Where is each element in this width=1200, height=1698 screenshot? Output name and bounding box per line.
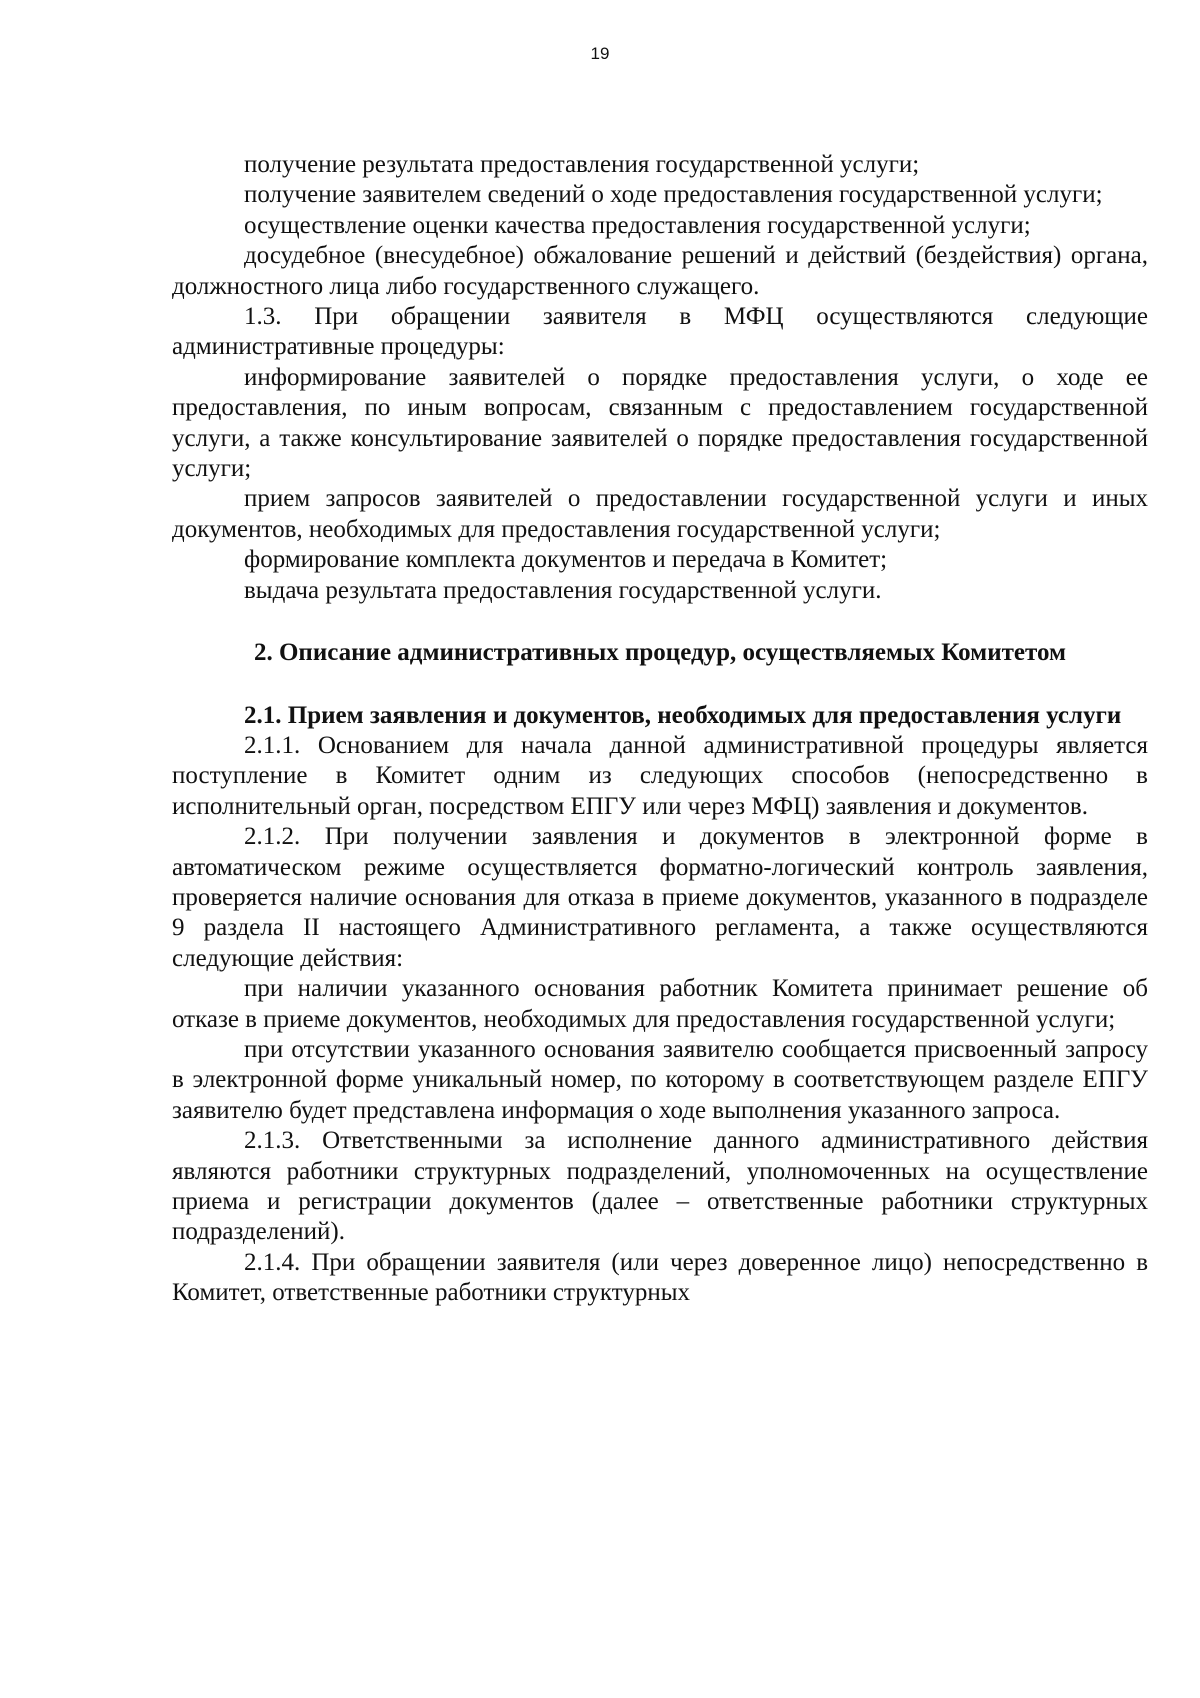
paragraph: 1.3. При обращении заявителя в МФЦ осуществляются следующие административные процедуры: xyxy=(172,303,1148,361)
paragraph: формирование комплекта документов и передача в Комитет; xyxy=(244,546,888,574)
paragraph: прием запросов заявителей о предоставлении государственной услуги и иных документов, необходимых для предоставления государственной услуги; xyxy=(172,485,1148,543)
paragraph: 2.1.4. При обращении заявителя (или через доверенное лицо) непосредственно в Комитет, ответственные работники структурных xyxy=(172,1248,1148,1307)
paragraph: 2.1.3. Ответственными за исполнение данного административного действия являются работники структурных подразделений, уполномоченных на осуществление приема и регистрации документов (далее – ответственные работники структурных подразделений). xyxy=(172,1127,1148,1246)
paragraph: получение результата предоставления государственной услуги; xyxy=(244,151,920,178)
page-number: 19 xyxy=(590,44,610,63)
paragraph: досудебное (внесудебное) обжалование решений и действий (бездействия) органа, должностного лица либо государственного служащего. xyxy=(172,242,1148,300)
paragraph: выдача результата предоставления государственной услуги. xyxy=(244,576,882,604)
paragraph: 2.1.2. При получении заявления и документов в электронной форме в автоматическом режиме осуществляется форматно-логический контроль заявления, проверяется наличие основания для отказа в приеме документов, указанного в подразделе 9 раздела II настоящего Административного регламента, а также осуществляются следующие действия: xyxy=(172,823,1148,972)
body-text xyxy=(172,150,1148,1309)
section-heading: 2. Описание административных процедур, осуществляемых Комитетом xyxy=(253,639,1066,667)
paragraph: 2.1.1. Основанием для начала данной административной процедуры является поступление в Комитет одним из следующих способов (непосредственно в исполнительный орган, посредством ЕПГУ или через МФЦ) заявления и документов. xyxy=(172,731,1148,820)
paragraph: при наличии указанного основания работник Комитета принимает решение об отказе в приеме документов, необходимых для предоставления государственной услуги; xyxy=(172,975,1148,1033)
paragraph: информирование заявителей о порядке предоставления услуги, о ходе ее предоставления, по иным вопросам, связанным с предоставлением государственной услуги, а также консультирование заявителей о порядке предоставления государственной услуги; xyxy=(172,363,1148,483)
paragraph: получение заявителем сведений о ходе предоставления государственной услуги; xyxy=(244,181,1103,209)
subsection-heading: 2.1. Прием заявления и документов, необходимых для предоставления услуги xyxy=(244,701,1122,729)
paragraph: осуществление оценки качества предоставления государственной услуги; xyxy=(244,211,1031,239)
paragraph: при отсутствии указанного основания заявителю сообщается присвоенный запросу в электронной форме уникальный номер, по которому в соответствующем разделе ЕПГУ заявителю будет представлена информация о ходе выполнения указанного запроса. xyxy=(172,1035,1148,1124)
